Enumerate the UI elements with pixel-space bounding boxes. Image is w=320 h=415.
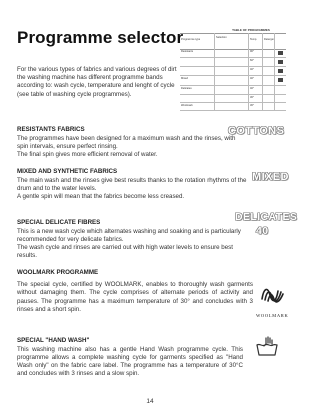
table-cell-group: Woolmark [181, 104, 193, 107]
table-cell-group: Delicates [181, 87, 192, 90]
table-header-selection: Selection [216, 36, 227, 39]
section-handwash [17, 337, 243, 379]
page-number: 14 [146, 398, 154, 405]
delicates-symbol: DELICATES [235, 211, 298, 223]
table-row [180, 49, 286, 58]
table-cell-temp: 30° [250, 96, 254, 99]
table-header-temp: Temp. [250, 38, 258, 41]
section-mixed [17, 168, 252, 201]
section-heading: MIXED AND SYNTHETIC FABRICS [17, 168, 118, 175]
table-row [180, 58, 286, 67]
mixed-symbol: MIXED [252, 171, 289, 183]
table-caption: TABLE OF PROGRAMMES [232, 28, 270, 32]
table-cell-group: Resistants [181, 50, 194, 53]
intro-paragraph: For the various types of fabrics and various degrees of dirt the washing machine has different programme bands according to: wash cycle, temperature and lenght of cycle (see table of washing cycle programmes). [17, 66, 177, 98]
table-cell-temp: 40° [250, 68, 254, 71]
table-row [180, 103, 286, 111]
table-row [180, 95, 286, 103]
section-heading: SPECIAL DELICATE FIBRES [17, 219, 101, 226]
table-row [180, 86, 286, 95]
woolmark-logo-text: WOOLMARK [256, 313, 289, 318]
table-cell-temp: 90° [250, 50, 254, 53]
section-woolmark [17, 269, 279, 314]
delicates-temperature: 40 [256, 225, 269, 237]
detergent-icons [276, 49, 285, 111]
section-body: The main wash and the rinses give best results thanks to the rotation rhythms of the drum and to the water levels. A gentle spin will mean that the fabrics become less creased. [17, 176, 247, 201]
hand-wash-icon [254, 335, 280, 357]
table-cell-temp: 40° [250, 87, 254, 90]
table-header-detergent: Detergent [264, 38, 276, 41]
section-body: The special cycle, certified by WOOLMARK, enables to thoroughly wash garments without damaging them. The cycle comprises of alternate periods of activity and pauses. The programme has a maximum temperature of 30° and concludes with 3 rinses and a short spin. [17, 281, 253, 313]
section-heading: SPECIAL "HAND WASH" [17, 337, 90, 344]
table-header [180, 33, 286, 50]
section-delicates [17, 219, 247, 261]
table-cell-temp: 60° [250, 59, 254, 62]
table-row [180, 76, 286, 86]
table-cell-group: Mixed [181, 77, 188, 80]
cottons-symbol: COTTONS [228, 125, 285, 137]
section-heading: RESISTANTS FABRICS [17, 126, 85, 133]
page-title: Programme selector [17, 28, 184, 47]
woolmark-logo [256, 283, 288, 317]
woolmark-icon [256, 283, 288, 307]
section-body: This is a new wash cycle which alternates washing and soaking and is particularly recommended for very delicate fabrics. The wash cycle and rinses are carried out with high water levels to ensure best results. [17, 227, 241, 260]
table-row [180, 67, 286, 76]
table-cell-temp: 40° [250, 77, 254, 80]
table-header-type: Programme type [181, 38, 201, 41]
section-resistants [17, 126, 247, 159]
section-body: This washing machine also has a gentle Hand Wash programme cycle. This programme allows a complete washing cycle for garments specified as "Hand Wash only" on the fabric care label. The programme has a temperature of 30°C and concludes with 3 rinses and a slow spin. [17, 345, 243, 378]
section-heading: WOOLMARK PROGRAMME [17, 269, 99, 276]
table-cell-temp: 30° [250, 104, 254, 107]
section-body: The programmes have been designed for a maximum wash and the rinses, with spin intervals, ensure perfect rinsing. The final spin gives more efficient removal of water. [17, 134, 236, 159]
